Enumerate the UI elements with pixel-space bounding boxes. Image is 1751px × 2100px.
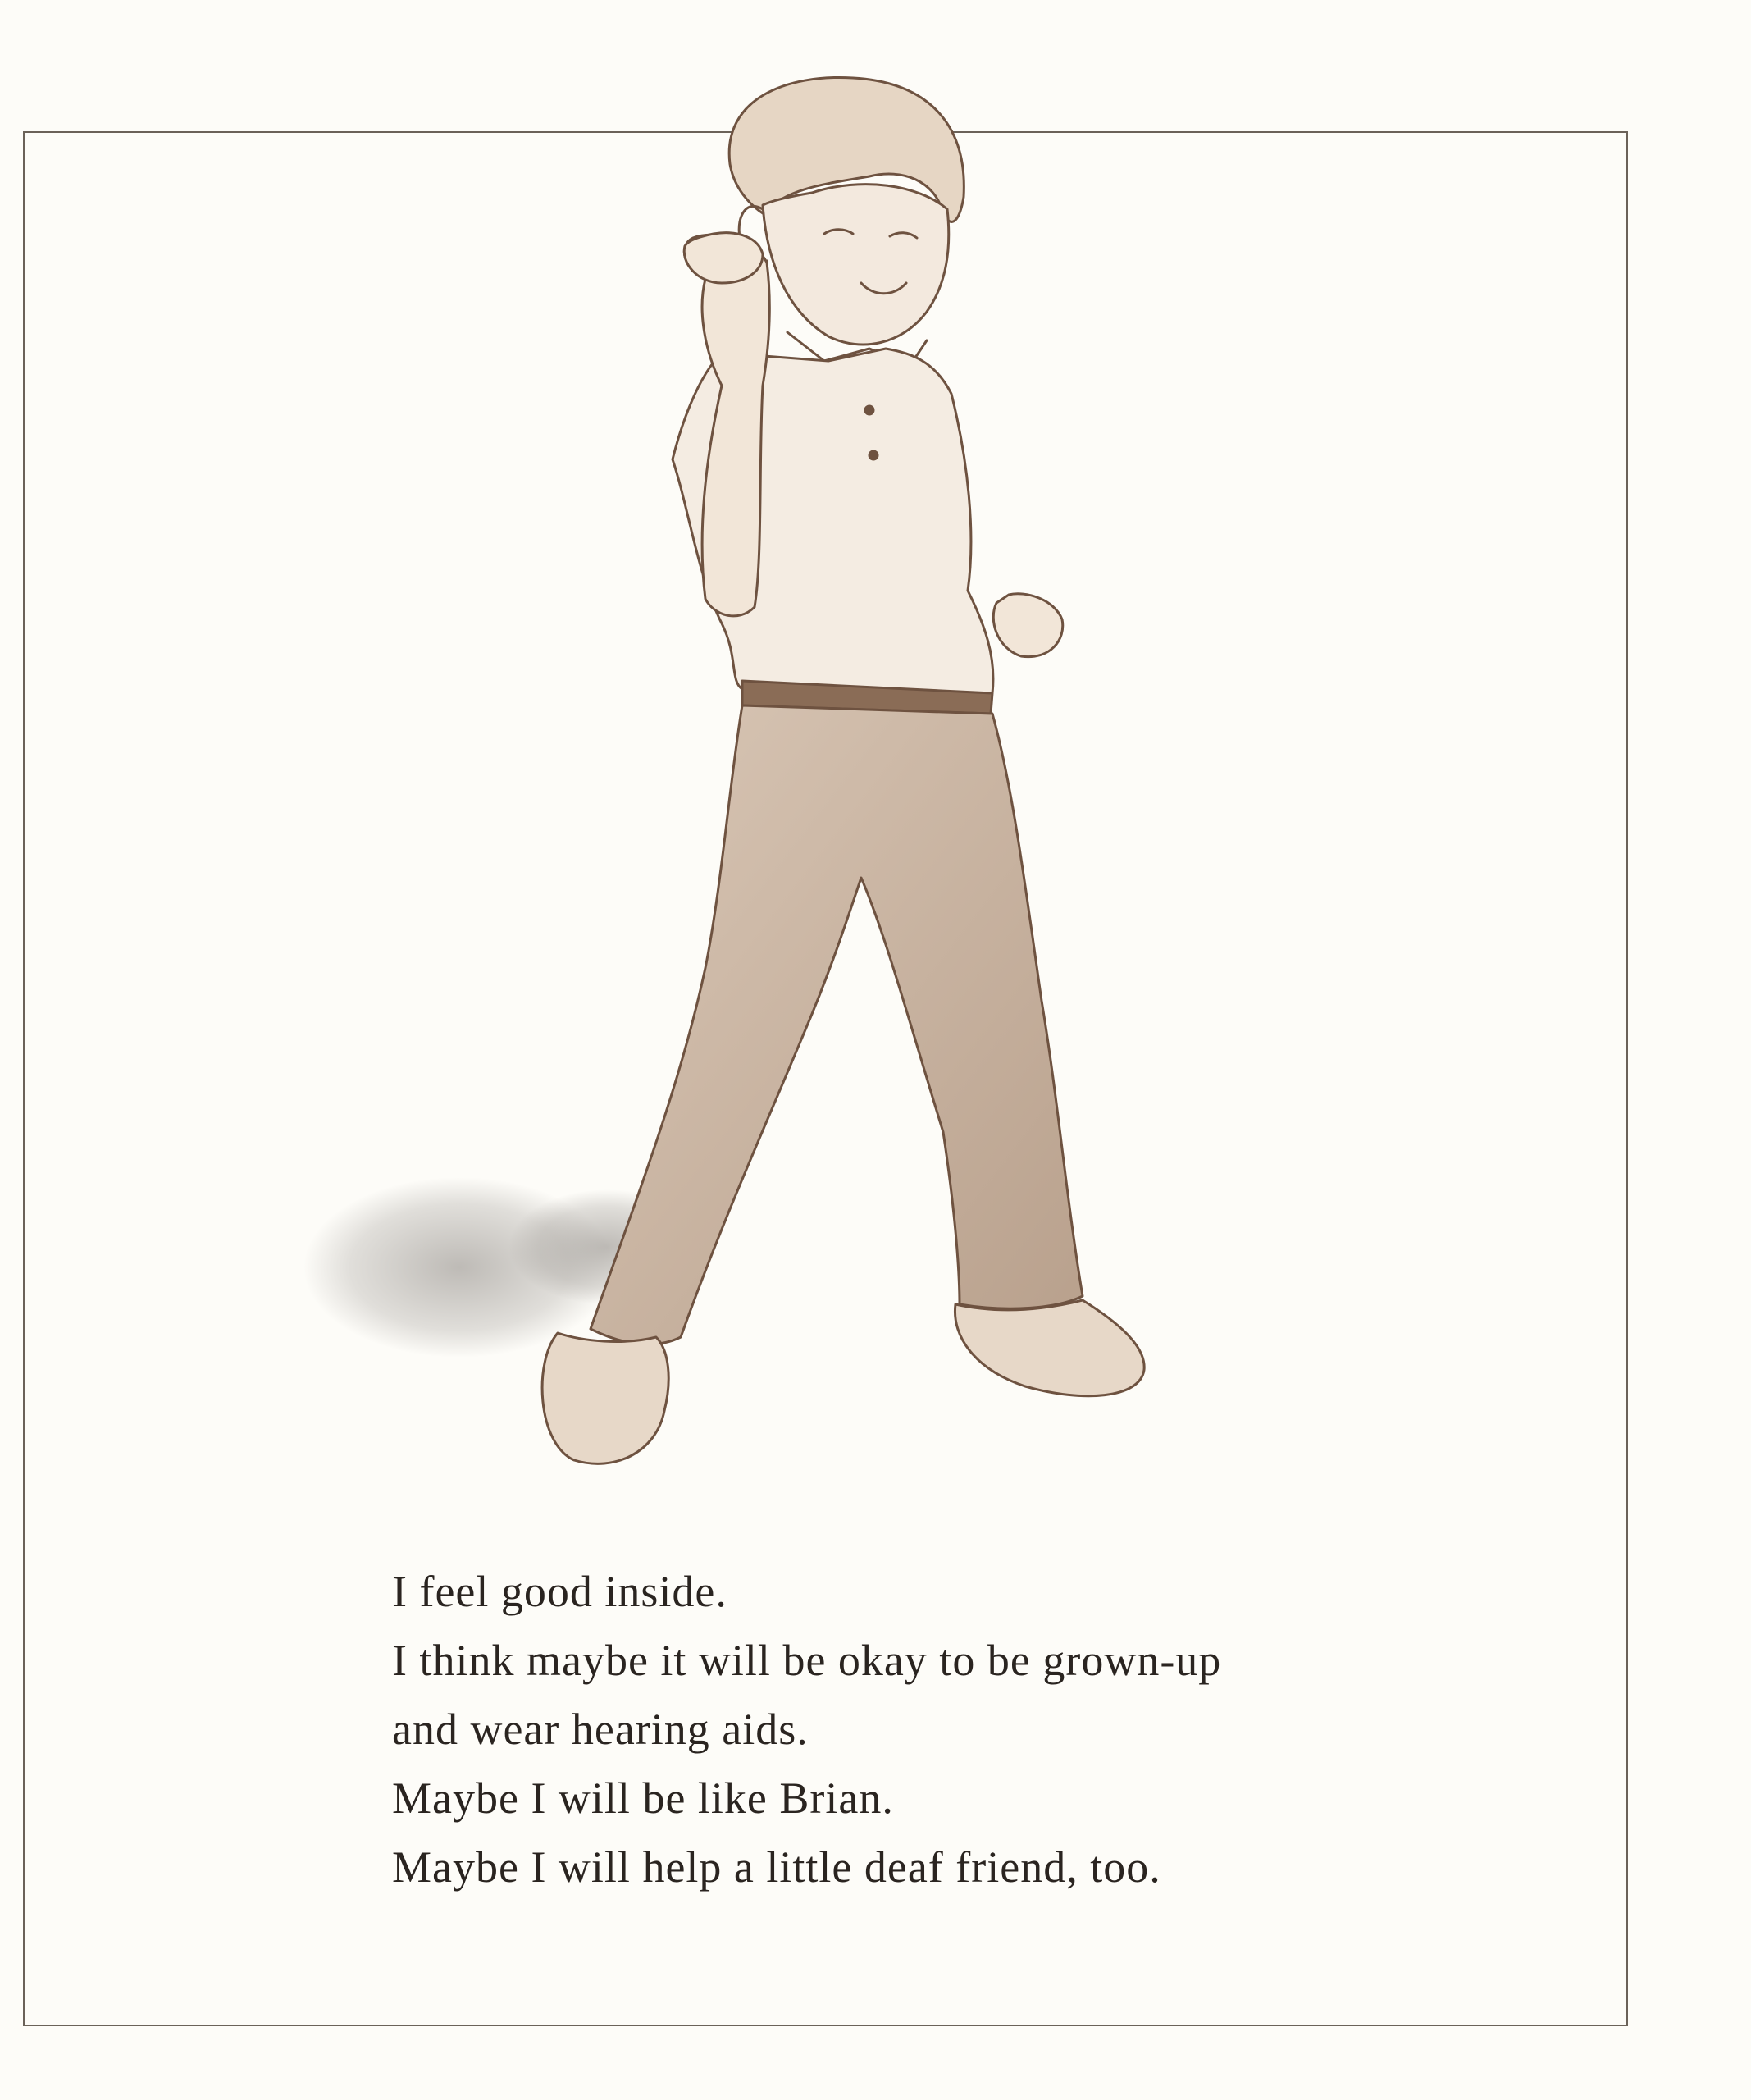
raised-fist xyxy=(684,233,763,283)
pants xyxy=(591,705,1083,1344)
story-text xyxy=(392,1557,1458,1901)
left-shoe xyxy=(542,1333,668,1463)
story-line-1: I feel good inside. xyxy=(392,1567,727,1616)
story-line-4: Maybe I will be like Brian. xyxy=(392,1774,894,1823)
right-shoe xyxy=(955,1300,1144,1396)
shirt-button xyxy=(869,451,878,459)
face xyxy=(763,185,949,345)
story-line-5: Maybe I will help a little deaf friend, too. xyxy=(392,1842,1161,1892)
story-line-3: and wear hearing aids. xyxy=(392,1705,809,1754)
lowered-fist xyxy=(993,594,1063,657)
shirt-button xyxy=(865,406,873,414)
story-line-2: I think maybe it will be okay to be grown-up xyxy=(392,1636,1222,1685)
